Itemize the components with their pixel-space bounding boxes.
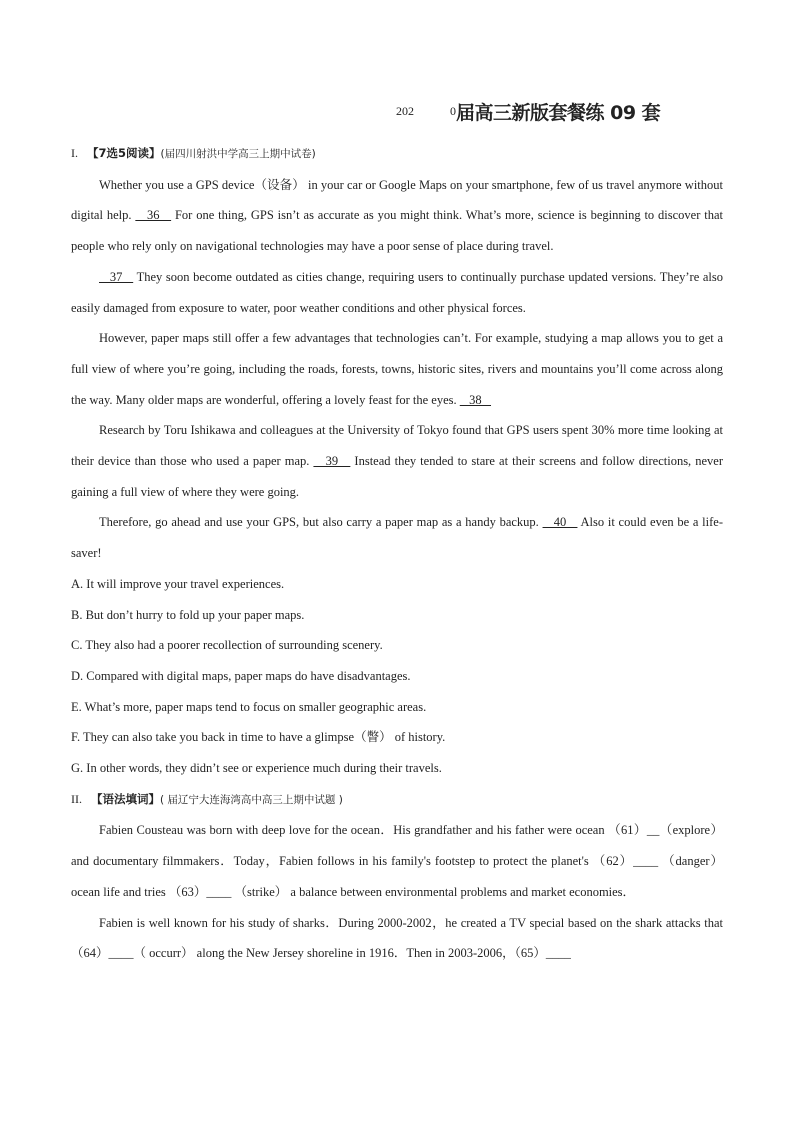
blank-39: 39 — [313, 454, 351, 469]
passage1-paragraph-3 — [71, 323, 723, 415]
blank-36: 36 — [135, 208, 172, 223]
document-title — [396, 98, 794, 128]
paragraph-text: They soon become outdated as cities change, requiring users to continually purchase updated versions. They’re also easily damaged from exposure to water, poor weather conditions and other physical forces. — [71, 269, 724, 315]
option-b: B. But don’t hurry to fold up your paper maps. — [71, 607, 305, 622]
document-body — [71, 138, 723, 969]
section-tag: 【语法填词】 — [91, 791, 160, 806]
option-a: A. It will improve your travel experiences. — [71, 576, 285, 591]
passage1-paragraph-1 — [71, 170, 723, 262]
section-number: II. — [71, 791, 82, 806]
section-heading-2 — [71, 784, 723, 816]
title-main: 届高三新版套餐练 09 套 — [456, 102, 661, 124]
section-source: ( 届辽宁大连海湾高中高三上期中试题 ) — [160, 793, 343, 806]
paragraph-text: However, paper maps still offer a few advantages that technologies can’t. For example, studying a map allows you to get a full view of where you’re going, including the roads, forests, towns, historic sites, rivers and mountains you’ll come across along the way. Many older maps are wonderful, offering a lovely feast for the eyes. — [71, 331, 723, 407]
paragraph-text: Instead they tended to stare at their screens and follow directions, never gaining a full view of where they were going. — [71, 454, 724, 499]
section-source: (届四川射洪中学高三上期中试卷) — [160, 148, 316, 160]
option-d: D. Compared with digital maps, paper maps do have disadvantages. — [71, 668, 411, 683]
passage2-paragraph-1: Fabien Cousteau was born with deep love for the ocean．His grandfather and his father were ocean （61）__（explore） and documentary filmmakers．Today，Fabien follows in his family's footstep to protect the planet's （62）____ （danger） ocean life and tries （63）____ （strike） a balance between environmental problems and market economies． — [71, 823, 723, 899]
option-e: E. What’s more, paper maps tend to focus on smaller geographic areas. — [71, 699, 427, 714]
paragraph-text: For one thing, GPS isn’t as accurate as you might think. What’s more, science is beginning to discover that people who rely only on navigational technologies may have a poor sense of place during travel. — [71, 208, 724, 254]
passage1-paragraph-4 — [71, 415, 723, 507]
option-c: C. They also had a poorer recollection of surrounding scenery. — [71, 638, 383, 653]
passage1-paragraph-2 — [71, 262, 723, 323]
option-f: F. They can also take you back in time to have a glimpse（瞥） of history. — [71, 730, 446, 745]
paragraph-text: Also it could even be a life-saver! — [71, 515, 723, 561]
blank-37: 37 — [99, 269, 134, 284]
blank-40: 40 — [542, 515, 578, 530]
section-number: I. — [71, 146, 78, 160]
paragraph-text: Whether you use a GPS device（设备） in your car or Google Maps on your smartphone, few of us travel anymore without digital help. — [71, 177, 723, 223]
title-year-left: 202 — [396, 104, 414, 118]
section-tag: 【7选5阅读】 — [87, 146, 161, 160]
section-heading-1 — [71, 138, 723, 170]
title-year-right: 0 — [450, 104, 456, 118]
blank-38: 38 — [459, 392, 492, 407]
passage1-paragraph-5 — [71, 507, 723, 568]
paragraph-text: Research by Toru Ishikawa and colleagues at the University of Tokyo found that GPS users spent 30% more time looking at their device than those who used a paper map. — [71, 423, 723, 469]
option-g: G. In other words, they didn’t see or experience much during their travels. — [71, 761, 442, 776]
paragraph-text: Therefore, go ahead and use your GPS, but also carry a paper map as a handy backup. — [99, 515, 543, 530]
passage2-paragraph-2: Fabien is well known for his study of sharks．During 2000-2002，he created a TV special based on the shark attacks that （64）____（ occurr） along the New Jersey shoreline in 1916．Then in 2003-2006，（65）____ — [71, 915, 723, 961]
